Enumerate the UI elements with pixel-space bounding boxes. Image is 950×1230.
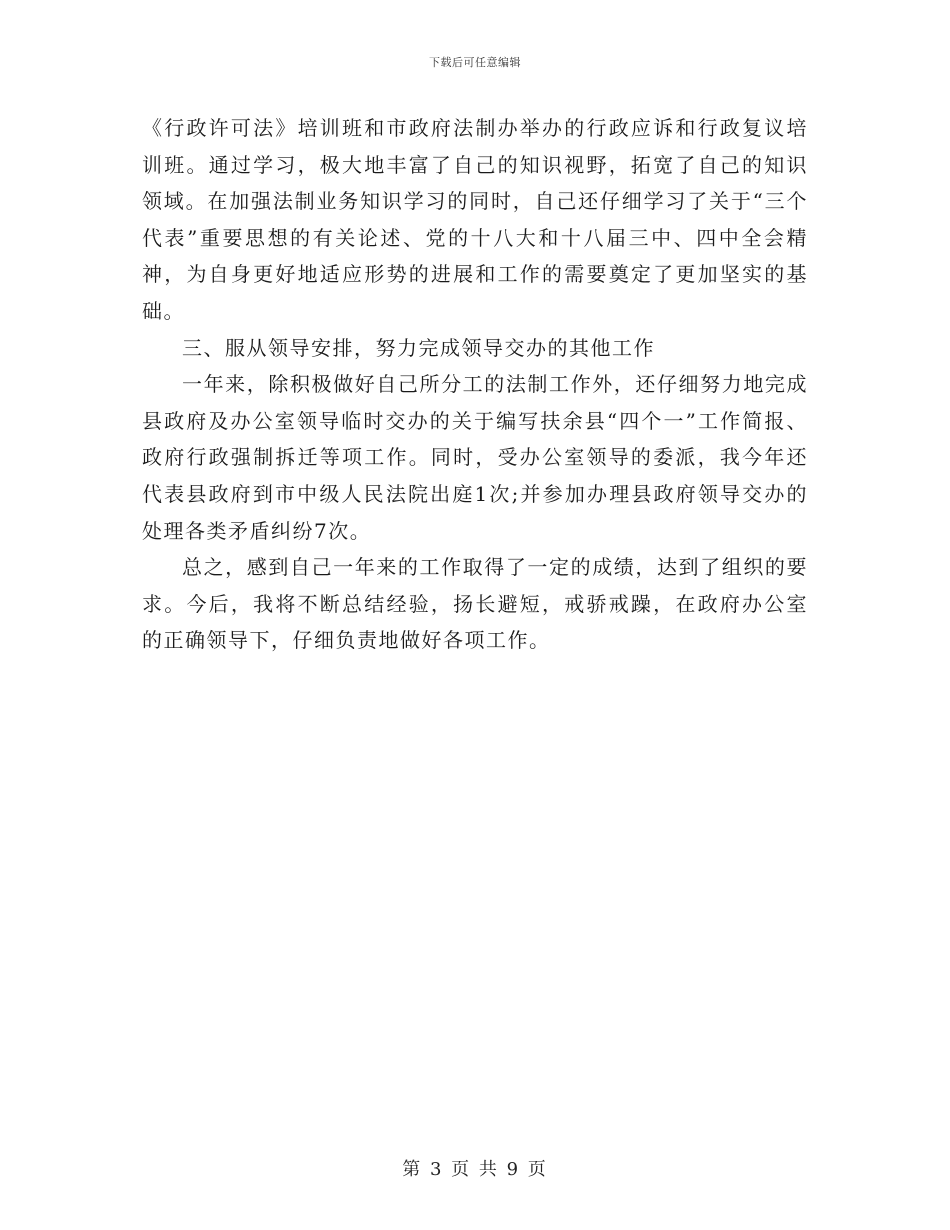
document-body — [142, 110, 808, 659]
page-number — [0, 1155, 950, 1181]
paragraph-other-work: 一年来，除积极做好自己所分工的法制工作外，还仔细努力地完成县政府及办公室领导临时交办的关于编写扶余县“四个一”工作简报、政府行政强制拆迁等项工作。同时，受办公室领导的委派，我今年还代表县政府到市中级人民法院出庭1次;并参加办理县政府领导交办的处理各类矛盾纠纷7次。 — [142, 372, 808, 543]
page-number-label: 第 3 页 共 9 页 — [402, 1159, 548, 1180]
paragraph-continuation: 《行政许可法》培训班和市政府法制办举办的行政应诉和行政复议培训班。通过学习，极大地丰富了自己的知识视野，拓宽了自己的知识领域。在加强法制业务知识学习的同时，自己还仔细学习了关于“三个代表”重要思想的有关论述、党的十八大和十八届三中、四中全会精神，为自身更好地适应形势的进展和工作的需要奠定了更加坚实的基础。 — [142, 116, 808, 323]
section-heading: 三、服从领导安排，努力完成领导交办的其他工作 — [182, 335, 655, 360]
header-note: 下载后可任意编辑 — [429, 56, 521, 69]
paragraph-summary: 总之，感到自己一年来的工作取得了一定的成绩，达到了组织的要求。今后，我将不断总结经验，扬长避短，戒骄戒躁，在政府办公室的正确领导下，仔细负责地做好各项工作。 — [142, 555, 808, 653]
